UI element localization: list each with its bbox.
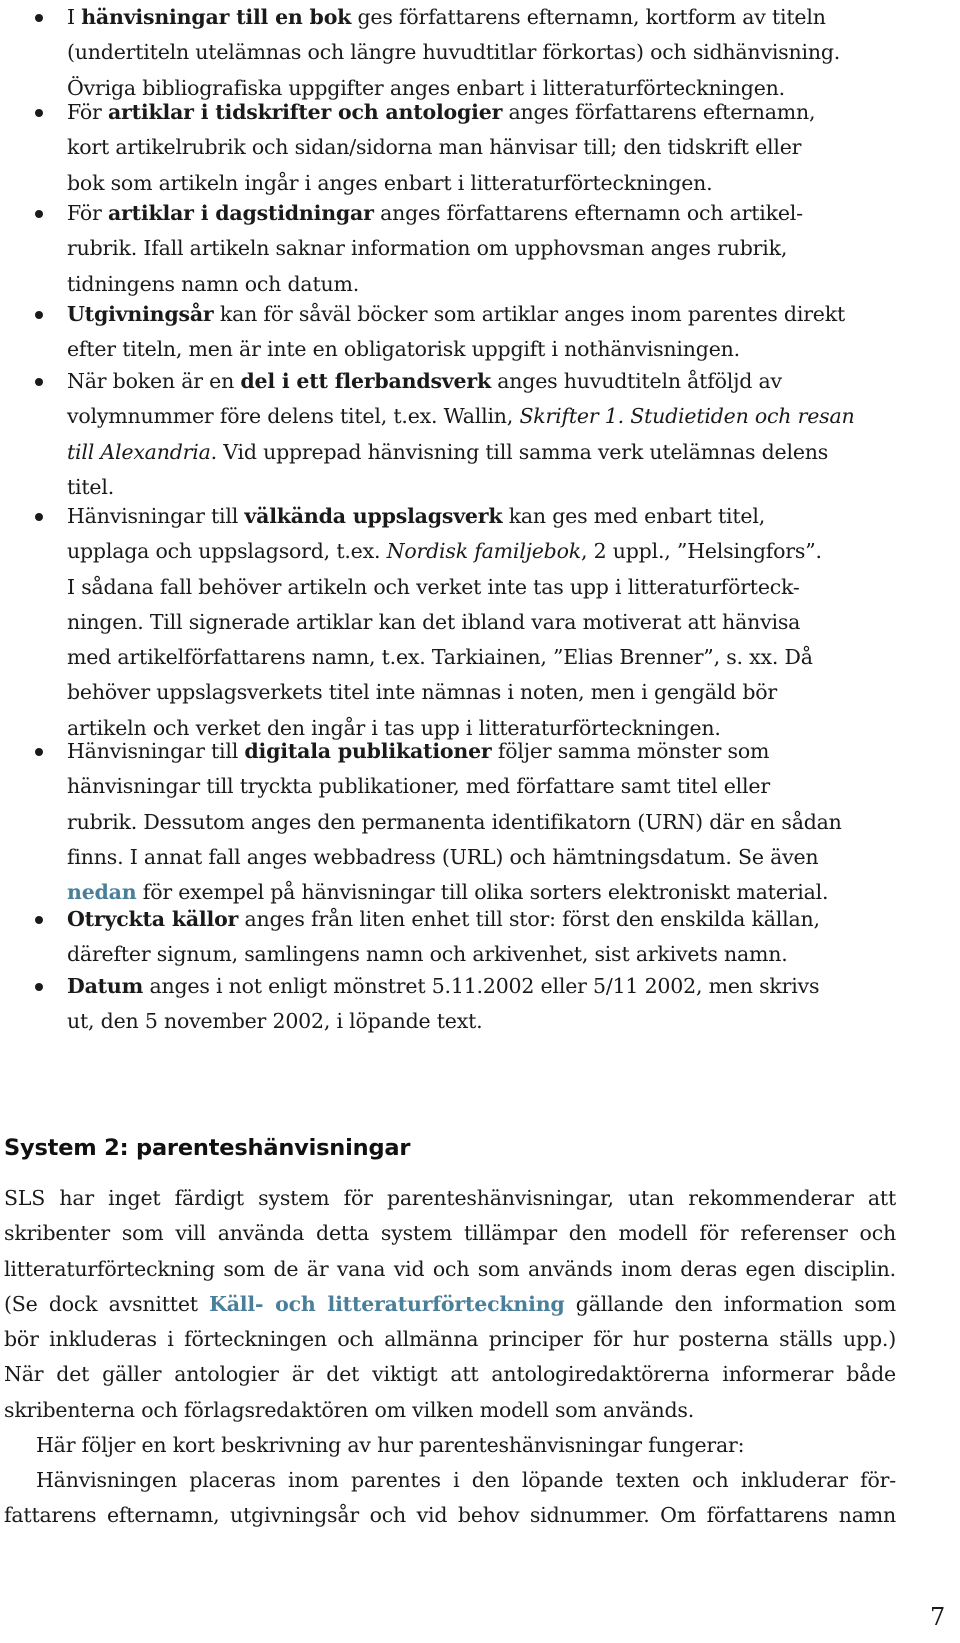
text-run: anges författarens efternamn, xyxy=(502,100,816,124)
bold-term: artiklar i dagstidningar xyxy=(107,201,374,225)
text-line xyxy=(67,969,900,1004)
text-line xyxy=(67,196,900,231)
text-run: Övriga bibliografiska uppgifter anges enbart i litteraturförteckningen. xyxy=(67,75,785,100)
text-run: rubrik. Ifall artikeln saknar information om upphovsman anges rubrik, xyxy=(67,236,788,261)
text-line xyxy=(4,1216,896,1251)
text-run: litteraturförteckning som de är vana vid och som används inom deras egen disciplin. xyxy=(4,1256,896,1281)
text-run: Hänvisningar till xyxy=(67,504,245,528)
text-line xyxy=(67,35,900,70)
text-line xyxy=(4,1181,896,1216)
text-line xyxy=(4,1322,896,1357)
text-line xyxy=(4,1393,896,1428)
text-run: kan för såväl böcker som artiklar anges inom parentes direkt xyxy=(213,302,845,326)
text-run: med artikelförfattarens namn, t.ex. Tarkiainen, ”Elias Brenner”, s. xx. Då xyxy=(67,645,813,670)
text-run: För xyxy=(67,100,108,124)
text-run: (Se dock avsnittet xyxy=(4,1291,210,1316)
text-line xyxy=(67,534,900,569)
text-run: I sådana fall behöver artikeln och verket inte tas upp i litteraturförteck- xyxy=(67,574,800,599)
bold-term: del i ett flerbandsverk xyxy=(240,369,491,393)
text-run: För xyxy=(67,201,108,225)
text-line xyxy=(67,435,900,470)
text-line xyxy=(4,1357,896,1392)
text-run: . Vid upprepad hänvisning till samma verk utelämnas delens xyxy=(210,439,829,464)
text-line xyxy=(67,364,900,399)
text-run: följer samma mönster som xyxy=(491,739,770,763)
text-run: Hänvisningar till xyxy=(67,739,245,763)
text-line xyxy=(67,130,900,165)
bullet-icon xyxy=(35,378,43,386)
bullet-icon xyxy=(35,210,43,218)
bullet-icon xyxy=(35,14,43,22)
bold-term: välkända uppslagsverk xyxy=(244,504,503,528)
description-lead-paragraph xyxy=(4,1428,896,1463)
text-run: fattarens efternamn, utgivningsår och vid behov sidnummer. Om författarens namn xyxy=(4,1503,896,1528)
text-run: När det gäller antologier är det viktigt att antologiredaktörerna informerar både xyxy=(4,1362,896,1387)
text-run: ningen. Till signerade artiklar kan det ibland vara motiverat att hänvisa xyxy=(67,609,801,634)
bold-term: artiklar i tidskrifter och antologier xyxy=(107,100,503,124)
text-run: gällande den information som xyxy=(564,1291,896,1316)
text-line xyxy=(4,1287,896,1322)
text-run: hänvisningar till tryckta publikationer, med författare samt titel eller xyxy=(67,774,770,799)
placement-paragraph xyxy=(4,1463,896,1534)
text-run: behöver uppslagsverkets titel inte nämnas i noten, men i gengäld bör xyxy=(67,680,778,705)
italic-title: Skrifter 1. Studietiden och resan xyxy=(519,404,855,429)
text-run: efter titeln, men är inte en obligatorisk uppgift i nothänvisningen. xyxy=(67,337,740,362)
list-item xyxy=(0,902,900,973)
text-line xyxy=(67,297,900,332)
text-line xyxy=(4,1252,896,1287)
cross-reference-link[interactable]: Käll- och litteraturförteckning xyxy=(209,1291,565,1316)
text-run: , 2 uppl., ”Helsingfors”. xyxy=(580,539,822,564)
list-item xyxy=(0,95,900,201)
italic-title: till Alexandria xyxy=(67,439,211,464)
bullet-icon xyxy=(35,983,43,991)
bullet-icon xyxy=(35,311,43,319)
page-number: 7 xyxy=(930,1603,946,1631)
text-line xyxy=(67,0,900,35)
bullet-icon xyxy=(35,916,43,924)
bold-term: Datum xyxy=(67,974,144,998)
text-line xyxy=(67,399,900,434)
text-line xyxy=(67,640,900,675)
text-line xyxy=(67,332,900,367)
bullet-icon xyxy=(35,109,43,117)
bold-term: Otryckta källor xyxy=(67,907,239,931)
section-heading: System 2: parenteshänvisningar xyxy=(4,1135,411,1161)
bullet-icon xyxy=(35,513,43,521)
text-line xyxy=(67,95,900,130)
text-run: ut, den 5 november 2002, i löpande text. xyxy=(67,1009,483,1034)
bold-term: digitala publikationer xyxy=(244,739,492,763)
text-run: När boken är en xyxy=(67,369,241,393)
text-run: SLS har inget färdigt system för parenteshänvisningar, utan rekommenderar att xyxy=(4,1186,896,1210)
text-line xyxy=(67,937,900,972)
italic-title: Nordisk familjebok xyxy=(386,539,581,564)
text-line xyxy=(67,499,900,534)
text-run: därefter signum, samlingens namn och arkivenhet, sist arkivets namn. xyxy=(67,942,788,967)
text-run: rubrik. Dessutom anges den permanenta identifikatorn (URN) där en sådan xyxy=(67,809,842,834)
list-item xyxy=(0,0,900,106)
text-line xyxy=(67,769,900,804)
text-line xyxy=(67,840,900,875)
list-item xyxy=(0,196,900,302)
text-line xyxy=(4,1428,896,1463)
text-run: Här följer en kort beskrivning av hur parenteshänvisningar fungerar: xyxy=(36,1433,745,1457)
list-item xyxy=(0,297,900,368)
text-line xyxy=(67,231,900,266)
text-run: volymnummer före delens titel, t.ex. Wallin, xyxy=(67,404,520,429)
text-line xyxy=(4,1463,896,1498)
text-run: bok som artikeln ingår i anges enbart i litteraturförteckningen. xyxy=(67,170,713,195)
text-run: Hänvisningen placeras inom parentes i den löpande texten och inkluderar för- xyxy=(36,1468,896,1492)
list-item xyxy=(0,734,900,910)
text-run: tidningens namn och datum. xyxy=(67,271,360,296)
text-run: artikeln och verket den ingår i tas upp i litteraturförteckningen. xyxy=(67,715,721,740)
list-item xyxy=(0,499,900,746)
text-run: anges i not enligt mönstret 5.11.2002 eller 5/11 2002, men skrivs xyxy=(143,974,820,998)
text-run: för exempel på hänvisningar till olika sorters elektroniskt material. xyxy=(136,880,829,905)
text-run: skribenter som vill använda detta system tillämpar den modell för referenser och xyxy=(4,1221,896,1246)
text-line xyxy=(67,1004,900,1039)
text-run: titel. xyxy=(67,474,115,499)
text-run: anges från liten enhet till stor: först den enskilda källan, xyxy=(238,907,820,931)
bullet-icon xyxy=(35,748,43,756)
text-run: ges författarens efternamn, kortform av titeln xyxy=(351,5,826,29)
text-run: upplaga och uppslagsord, t.ex. xyxy=(67,539,387,564)
text-run: bör inkluderas i förteckningen och allmänna principer för hur posterna ställs upp.) xyxy=(4,1327,896,1352)
text-run: (undertiteln utelämnas och längre huvudtitlar förkortas) och sidhänvisning. xyxy=(67,40,841,65)
intro-paragraph xyxy=(4,1181,896,1428)
list-item xyxy=(0,969,900,1040)
text-line xyxy=(67,570,900,605)
text-line xyxy=(67,805,900,840)
cross-reference-link[interactable]: nedan xyxy=(67,880,137,905)
text-line xyxy=(67,605,900,640)
text-line xyxy=(67,734,900,769)
text-run: I xyxy=(67,5,82,29)
text-run: anges författarens efternamn och artikel- xyxy=(373,201,803,225)
text-line xyxy=(4,1498,896,1533)
text-line xyxy=(67,675,900,710)
bold-term: hänvisningar till en bok xyxy=(81,5,352,29)
text-run: anges huvudtiteln åtföljd av xyxy=(490,369,782,393)
text-run: finns. I annat fall anges webbadress (URL) och hämtningsdatum. Se även xyxy=(67,844,819,869)
list-item xyxy=(0,364,900,505)
text-run: kan ges med enbart titel, xyxy=(502,504,766,528)
text-run: skribenterna och förlagsredaktören om vilken modell som används. xyxy=(4,1397,695,1422)
text-run: kort artikelrubrik och sidan/sidorna man hänvisar till; den tidskrift eller xyxy=(67,135,802,160)
text-line xyxy=(67,902,900,937)
bold-term: Utgivningsår xyxy=(67,302,214,326)
